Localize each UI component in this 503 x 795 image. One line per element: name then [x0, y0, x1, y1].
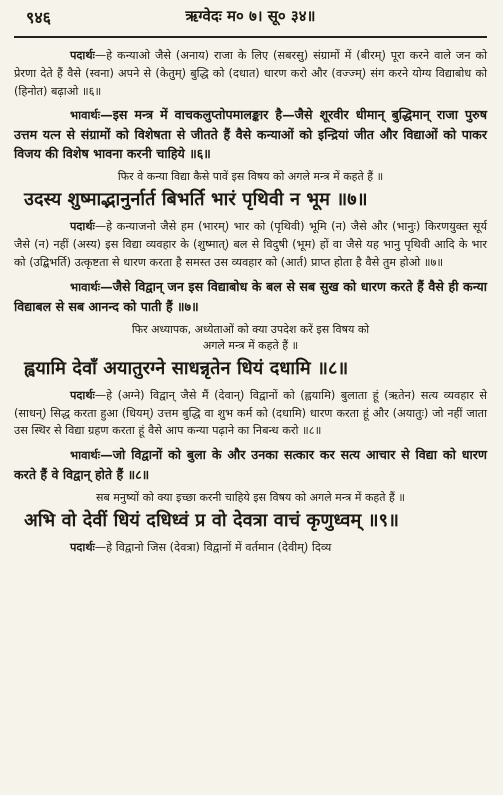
padartha-text: —हे (अग्ने) विद्वान् जैसे मैं (देवान्) विद्वानों को (ह्वयामि) बुलाता हूं (ऋतेन) सत्य व्यवहार से (साधन्) सिद्ध करता हुआ (धियम्) उत्तम बुद्धि वा शुभ कर्म को (दधामि) धारण करता हूं और (अयातुः) जो नहीं जाता उस स्थिर से विद्या ग्रहण करता हूं वैसे आप कन्या पढ़ाने का निबन्ध करो ॥८॥ [14, 388, 487, 438]
padartha-paragraph [14, 539, 487, 557]
padartha-paragraph [14, 47, 487, 100]
padartha-label: पदार्थः [70, 541, 95, 555]
padartha-text: —हे कन्याओ जैसे (अनाय) राजा के लिए (सबरसु) संग्रामों में (बीरम्) पूरा करने वाले जन को प्रेरणा देते हैं वैसे (स्वना) अपने से (केतुम्) बुद्धि को (दधात) धारण करो और (वज्ज्म्) संग करने योग्य विद्याबोध को (हिनोत) बढ़ाओ ॥६॥ [14, 49, 487, 98]
padartha-label: पदार्थः [70, 220, 95, 234]
padartha-label: पदार्थः [70, 388, 95, 402]
running-title: ऋग्वेदः म० ७। सू० ३४॥ [185, 7, 316, 25]
bhavartha-label: भावार्थः [70, 279, 101, 294]
mantra-verse: अभि वो देवीं धियं दधिध्वं प्र वो देवत्रा वाचं कृणुध्वम् ॥९॥ [24, 510, 399, 532]
padartha-paragraph [14, 218, 487, 271]
padartha-text: —हे कन्याजनो जैसे हम (भारम्) भार को (पृथिवी) भूमि (न) जैसे और (भानुः) किरणयुक्त सूर्य जैसे (न) नहीं (अस्य) इस विद्या व्यवहार के (शुष्मात्) बल से विदुषी (भूम) हों वा जैसे यह भानु पृथिवी आदि के भार को (उद्बिभर्ति) उत्कृष्टता से धारण करता है समस्त उस व्यवहार को (आर्त) प्राप्त होता है वैसे तुम होओ ॥७॥ [14, 220, 487, 269]
page-body [14, 38, 487, 557]
bhavartha-text: —जो विद्वानों को बुला के और उनका सत्कार कर सत्य आचार से विद्या को धारण करते हैं वे विद्वान् होते हैं ॥८॥ [14, 447, 487, 483]
bhavartha-paragraph [14, 445, 487, 484]
bhavartha-paragraph [14, 277, 487, 316]
bhavartha-label: भावार्थः [70, 108, 101, 123]
bhavartha-text: —जैसे विद्वान् जन इस विद्याबोध के बल से सब सुख को धारण करते हैं वैसे ही कन्या विद्याबल से सब आनन्द को पाती हैं ॥७॥ [14, 278, 487, 314]
bhavartha-paragraph [14, 105, 487, 163]
mantra-verse: ह्वयामि देवाँ अयातुरग्ने साधन्नृतेन धियं दधामि ॥८॥ [24, 357, 349, 379]
page-header [14, 0, 487, 38]
mantra-intro: सब मनुष्यों को क्या इच्छा करनी चाहिये इस विषय को अगले मन्त्र में कहते हैं ॥ [96, 491, 405, 505]
padartha-paragraph [14, 387, 487, 440]
mantra-intro: फिर अध्यापक, अध्येताओं को क्या उपदेश करें इस विषय को अगले मन्त्र में कहते हैं ॥ [131, 322, 370, 352]
page-number: ९४६ [26, 8, 51, 27]
mantra-intro: फिर वे कन्या विद्या कैसे पावें इस विषय को अगले मन्त्र में कहते हैं ॥ [117, 170, 384, 184]
padartha-label: पदार्थः [70, 49, 95, 62]
bhavartha-label: भावार्थः [70, 448, 101, 463]
mantra-verse: उदस्य शुष्माद्भानुर्नार्त बिभर्ति भारं पृथिवी न भूम ॥७॥ [24, 189, 368, 211]
bhavartha-text: —इस मन्त्र में वाचकलुप्तोपमालङ्कार है—जैसे शूरवीर धीमान् बुद्धिमान् राजा पुरुष उत्तम यत्न से संग्रामों को विशेषता से जीतते हैं वैसे कन्याओं को इन्द्रियां जीत और विद्याओं को पाकर विजय की विशेष भावना करनी चाहिये ॥६॥ [14, 107, 487, 162]
padartha-text: —हे विद्वानो जिस (देवत्रा) विद्वानों में वर्तमान (देवीम्) दिव्य [94, 541, 332, 555]
